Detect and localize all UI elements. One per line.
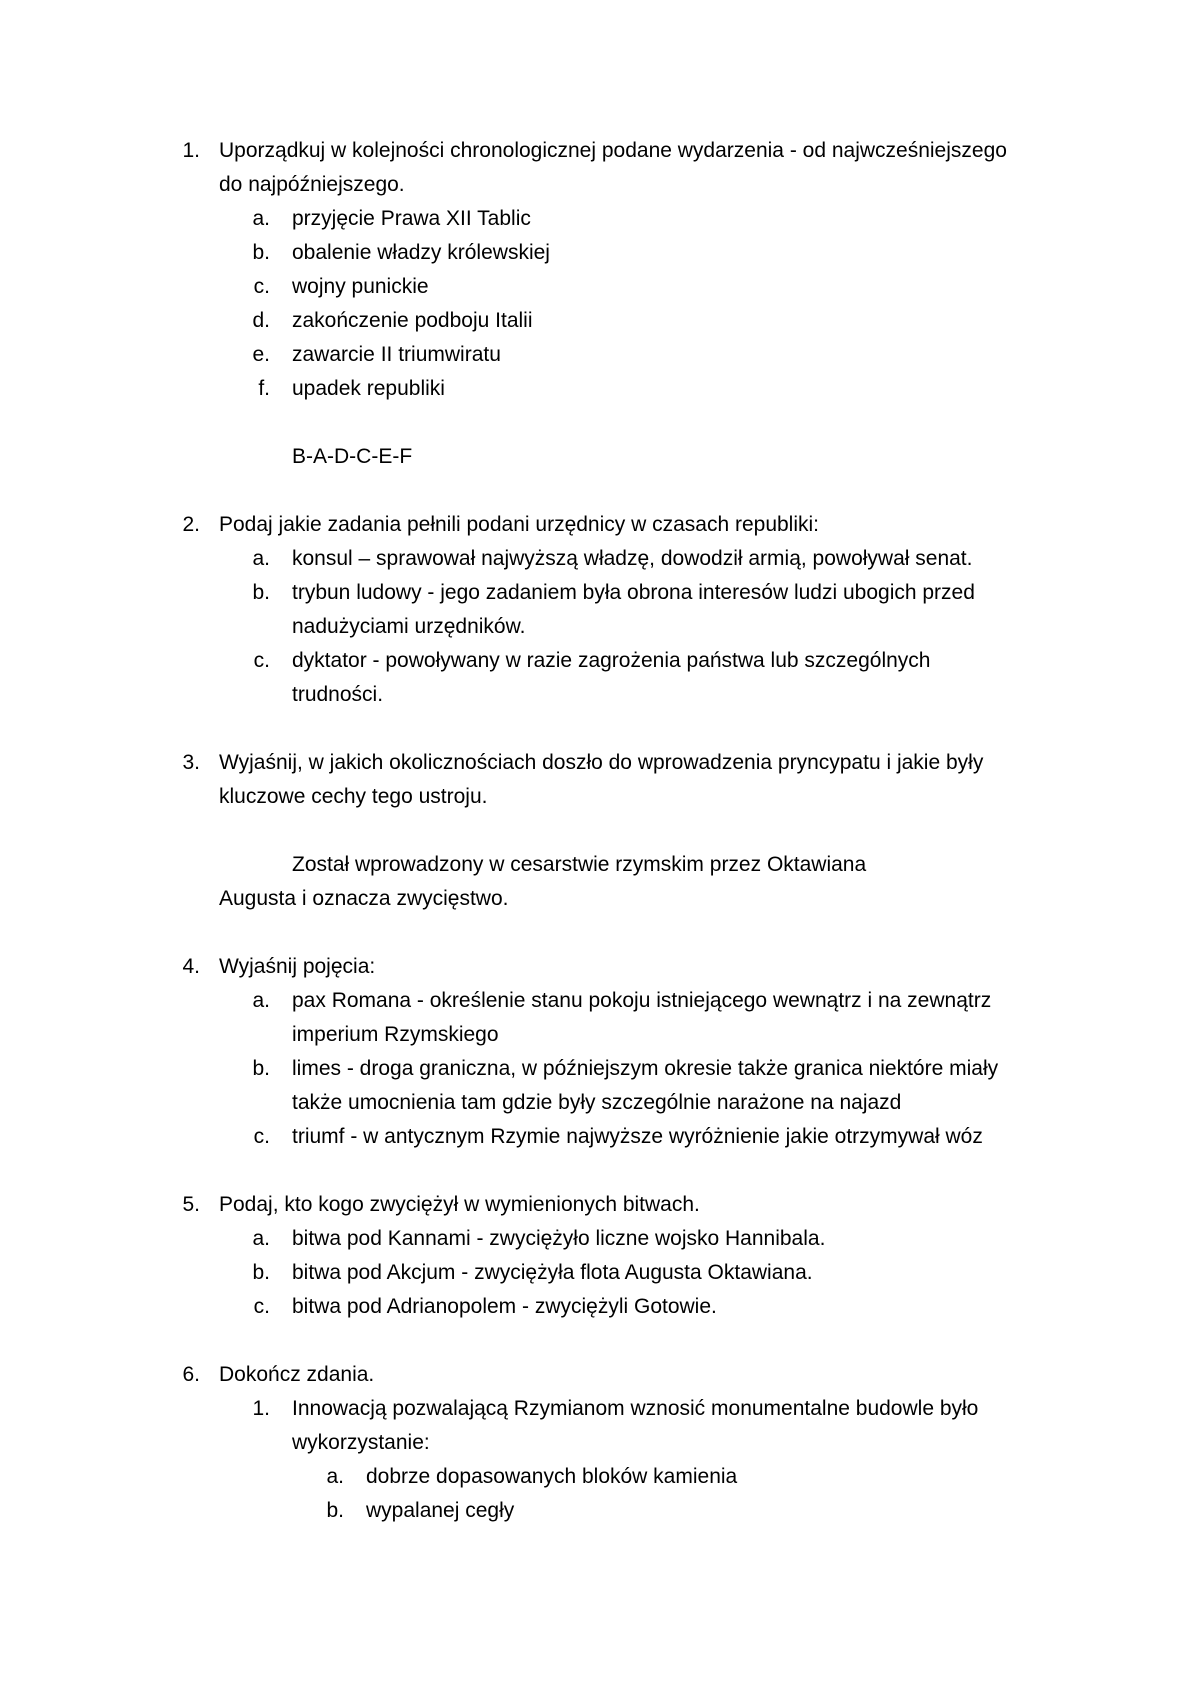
list-item: trudności. [292, 683, 384, 706]
item-marker: f. [258, 377, 270, 400]
list-item: także umocnienia tam gdzie były szczególnie narażone na najazd [292, 1091, 902, 1114]
item-marker: b. [252, 241, 270, 264]
list-item: bitwa pod Adrianopolem - zwyciężyli Gotowie. [292, 1295, 717, 1318]
question-text: do najpóźniejszego. [219, 173, 405, 196]
question-text: Dokończ zdania. [219, 1363, 375, 1386]
question-number: 4. [182, 955, 200, 978]
list-item: konsul – sprawował najwyższą władzę, dowodził armią, powoływał senat. [292, 547, 973, 570]
item-marker: c. [253, 649, 270, 672]
item-marker: d. [252, 309, 270, 332]
list-item: zakończenie podboju Italii [292, 309, 533, 332]
list-item: dobrze dopasowanych bloków kamienia [366, 1465, 738, 1488]
question-number: 2. [182, 513, 200, 536]
item-marker: a. [252, 989, 270, 1012]
list-item: przyjęcie Prawa XII Tablic [292, 207, 531, 230]
list-item: wojny punickie [292, 275, 429, 298]
list-item: triumf - w antycznym Rzymie najwyższe wyróżnienie jakie otrzymywał wóz [292, 1125, 983, 1148]
item-marker: c. [253, 275, 270, 298]
list-item: upadek republiki [292, 377, 445, 400]
answer-text: B-A-D-C-E-F [292, 445, 413, 468]
item-marker: a. [252, 207, 270, 230]
item-marker: e. [252, 343, 270, 366]
item-marker: b. [252, 581, 270, 604]
list-item: limes - droga graniczna, w późniejszym okresie także granica niektóre miały [292, 1057, 999, 1080]
answer-text: Augusta i oznacza zwycięstwo. [219, 887, 509, 910]
item-marker: b. [252, 1261, 270, 1284]
list-item: Innowacją pozwalającą Rzymianom wznosić monumentalne budowle było [292, 1397, 979, 1420]
question-number: 1. [182, 139, 200, 162]
item-marker: c. [253, 1125, 270, 1148]
item-marker: b. [326, 1499, 344, 1522]
item-marker: a. [252, 1227, 270, 1250]
list-item: imperium Rzymskiego [292, 1023, 499, 1046]
answer-text: Został wprowadzony w cesarstwie rzymskim przez Oktawiana [292, 853, 867, 876]
list-item: wykorzystanie: [292, 1431, 430, 1454]
question-text: Podaj, kto kogo zwyciężył w wymienionych bitwach. [219, 1193, 700, 1216]
item-marker: b. [252, 1057, 270, 1080]
list-item: trybun ludowy - jego zadaniem była obrona interesów ludzi ubogich przed [292, 581, 975, 604]
item-marker: a. [326, 1465, 344, 1488]
item-marker: c. [253, 1295, 270, 1318]
question-text: kluczowe cechy tego ustroju. [219, 785, 488, 808]
list-item: zawarcie II triumwiratu [292, 343, 501, 366]
list-item: bitwa pod Akcjum - zwyciężyła flota Augusta Oktawiana. [292, 1261, 813, 1284]
question-text: Podaj jakie zadania pełnili podani urzędnicy w czasach republiki: [219, 513, 820, 536]
question-text: Uporządkuj w kolejności chronologicznej podane wydarzenia - od najwcześniejszego [219, 139, 1007, 162]
list-item: nadużyciami urzędników. [292, 615, 526, 638]
item-marker: 1. [252, 1397, 270, 1420]
question-number: 6. [182, 1363, 200, 1386]
list-item: wypalanej cegły [366, 1499, 515, 1522]
list-item: obalenie władzy królewskiej [292, 241, 550, 264]
item-marker: a. [252, 547, 270, 570]
list-item: bitwa pod Kannami - zwyciężyło liczne wojsko Hannibala. [292, 1227, 826, 1250]
list-item: dyktator - powoływany w razie zagrożenia państwa lub szczególnych [292, 649, 931, 672]
question-text: Wyjaśnij, w jakich okolicznościach doszło do wprowadzenia pryncypatu i jakie były [219, 751, 984, 774]
question-number: 3. [182, 751, 200, 774]
question-number: 5. [182, 1193, 200, 1216]
list-item: pax Romana - określenie stanu pokoju istniejącego wewnątrz i na zewnątrz [292, 989, 992, 1012]
question-text: Wyjaśnij pojęcia: [219, 955, 376, 978]
